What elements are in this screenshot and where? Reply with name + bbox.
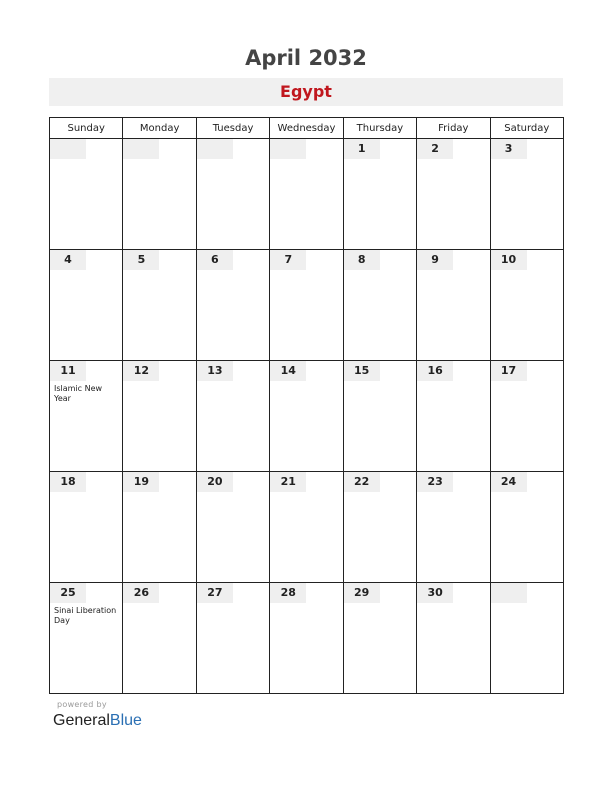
calendar-week-row: [50, 139, 564, 250]
weekday-thursday: Thursday: [343, 118, 416, 139]
day-cell: [196, 472, 269, 583]
day-cell: [417, 139, 490, 250]
holiday-label: Islamic New Year: [54, 384, 103, 403]
weekday-monday: Monday: [123, 118, 196, 139]
day-number: 27: [197, 583, 233, 603]
day-cell: [270, 583, 343, 694]
day-number: 2: [417, 139, 453, 159]
day-cell: [417, 250, 490, 361]
day-cell: [270, 361, 343, 472]
day-cell: [50, 583, 123, 694]
empty-day-cell: [196, 139, 269, 250]
day-number: 5: [123, 250, 159, 270]
brand-logo[interactable]: [53, 712, 142, 730]
day-number: [197, 139, 233, 159]
day-cell: [50, 250, 123, 361]
day-cell: [490, 472, 563, 583]
day-cell: [490, 361, 563, 472]
calendar-week-row: [50, 472, 564, 583]
day-number: 20: [197, 472, 233, 492]
day-number: 13: [197, 361, 233, 381]
day-cell: [490, 250, 563, 361]
empty-day-cell: [490, 583, 563, 694]
day-number: 16: [417, 361, 453, 381]
day-cell: [343, 250, 416, 361]
day-cell: [343, 361, 416, 472]
day-number: 28: [270, 583, 306, 603]
day-number: 19: [123, 472, 159, 492]
day-cell: [417, 583, 490, 694]
calendar-week-row: [50, 250, 564, 361]
day-number: 10: [491, 250, 527, 270]
day-cell: [417, 361, 490, 472]
day-number: 6: [197, 250, 233, 270]
day-number: 26: [123, 583, 159, 603]
brand-general: General: [53, 712, 110, 729]
calendar-grid: [49, 117, 564, 694]
page-title: April 2032: [245, 46, 367, 70]
day-number: 25: [50, 583, 86, 603]
day-cell: [417, 472, 490, 583]
day-number: 15: [344, 361, 380, 381]
day-number: 24: [491, 472, 527, 492]
day-cell: [50, 472, 123, 583]
day-number: 11: [50, 361, 86, 381]
calendar-week-row: [50, 583, 564, 694]
day-cell: [196, 361, 269, 472]
day-number: 18: [50, 472, 86, 492]
day-cell: [123, 250, 196, 361]
day-cell: [123, 361, 196, 472]
day-cell: [50, 361, 123, 472]
day-number: 14: [270, 361, 306, 381]
empty-day-cell: [270, 139, 343, 250]
day-number: 12: [123, 361, 159, 381]
day-number: [123, 139, 159, 159]
day-number: 29: [344, 583, 380, 603]
day-number: [491, 583, 527, 603]
day-number: 21: [270, 472, 306, 492]
day-cell: [196, 583, 269, 694]
day-cell: [343, 583, 416, 694]
day-cell: [123, 583, 196, 694]
weekday-friday: Friday: [417, 118, 490, 139]
brand-blue: Blue: [109, 712, 142, 729]
empty-day-cell: [123, 139, 196, 250]
day-cell: [270, 250, 343, 361]
day-number: 23: [417, 472, 453, 492]
empty-day-cell: [50, 139, 123, 250]
weekday-sunday: Sunday: [50, 118, 123, 139]
holiday-label: Sinai Liberation Day: [54, 606, 117, 625]
weekday-saturday: Saturday: [490, 118, 563, 139]
day-number: 30: [417, 583, 453, 603]
weekday-tuesday: Tuesday: [196, 118, 269, 139]
weekday-header-row: [50, 118, 564, 139]
day-cell: [343, 139, 416, 250]
day-number: [270, 139, 306, 159]
powered-by-label: powered by: [57, 700, 107, 709]
day-number: 1: [344, 139, 380, 159]
day-cell: [123, 472, 196, 583]
day-cell: [196, 250, 269, 361]
day-number: 4: [50, 250, 86, 270]
day-number: 22: [344, 472, 380, 492]
day-number: 9: [417, 250, 453, 270]
weekday-wednesday: Wednesday: [270, 118, 343, 139]
day-number: 7: [270, 250, 306, 270]
day-cell: [270, 472, 343, 583]
country-label: Egypt: [49, 78, 563, 106]
day-number: 3: [491, 139, 527, 159]
day-cell: [343, 472, 416, 583]
calendar-week-row: [50, 361, 564, 472]
day-cell: [490, 139, 563, 250]
day-number: 8: [344, 250, 380, 270]
day-number: [50, 139, 86, 159]
day-number: 17: [491, 361, 527, 381]
